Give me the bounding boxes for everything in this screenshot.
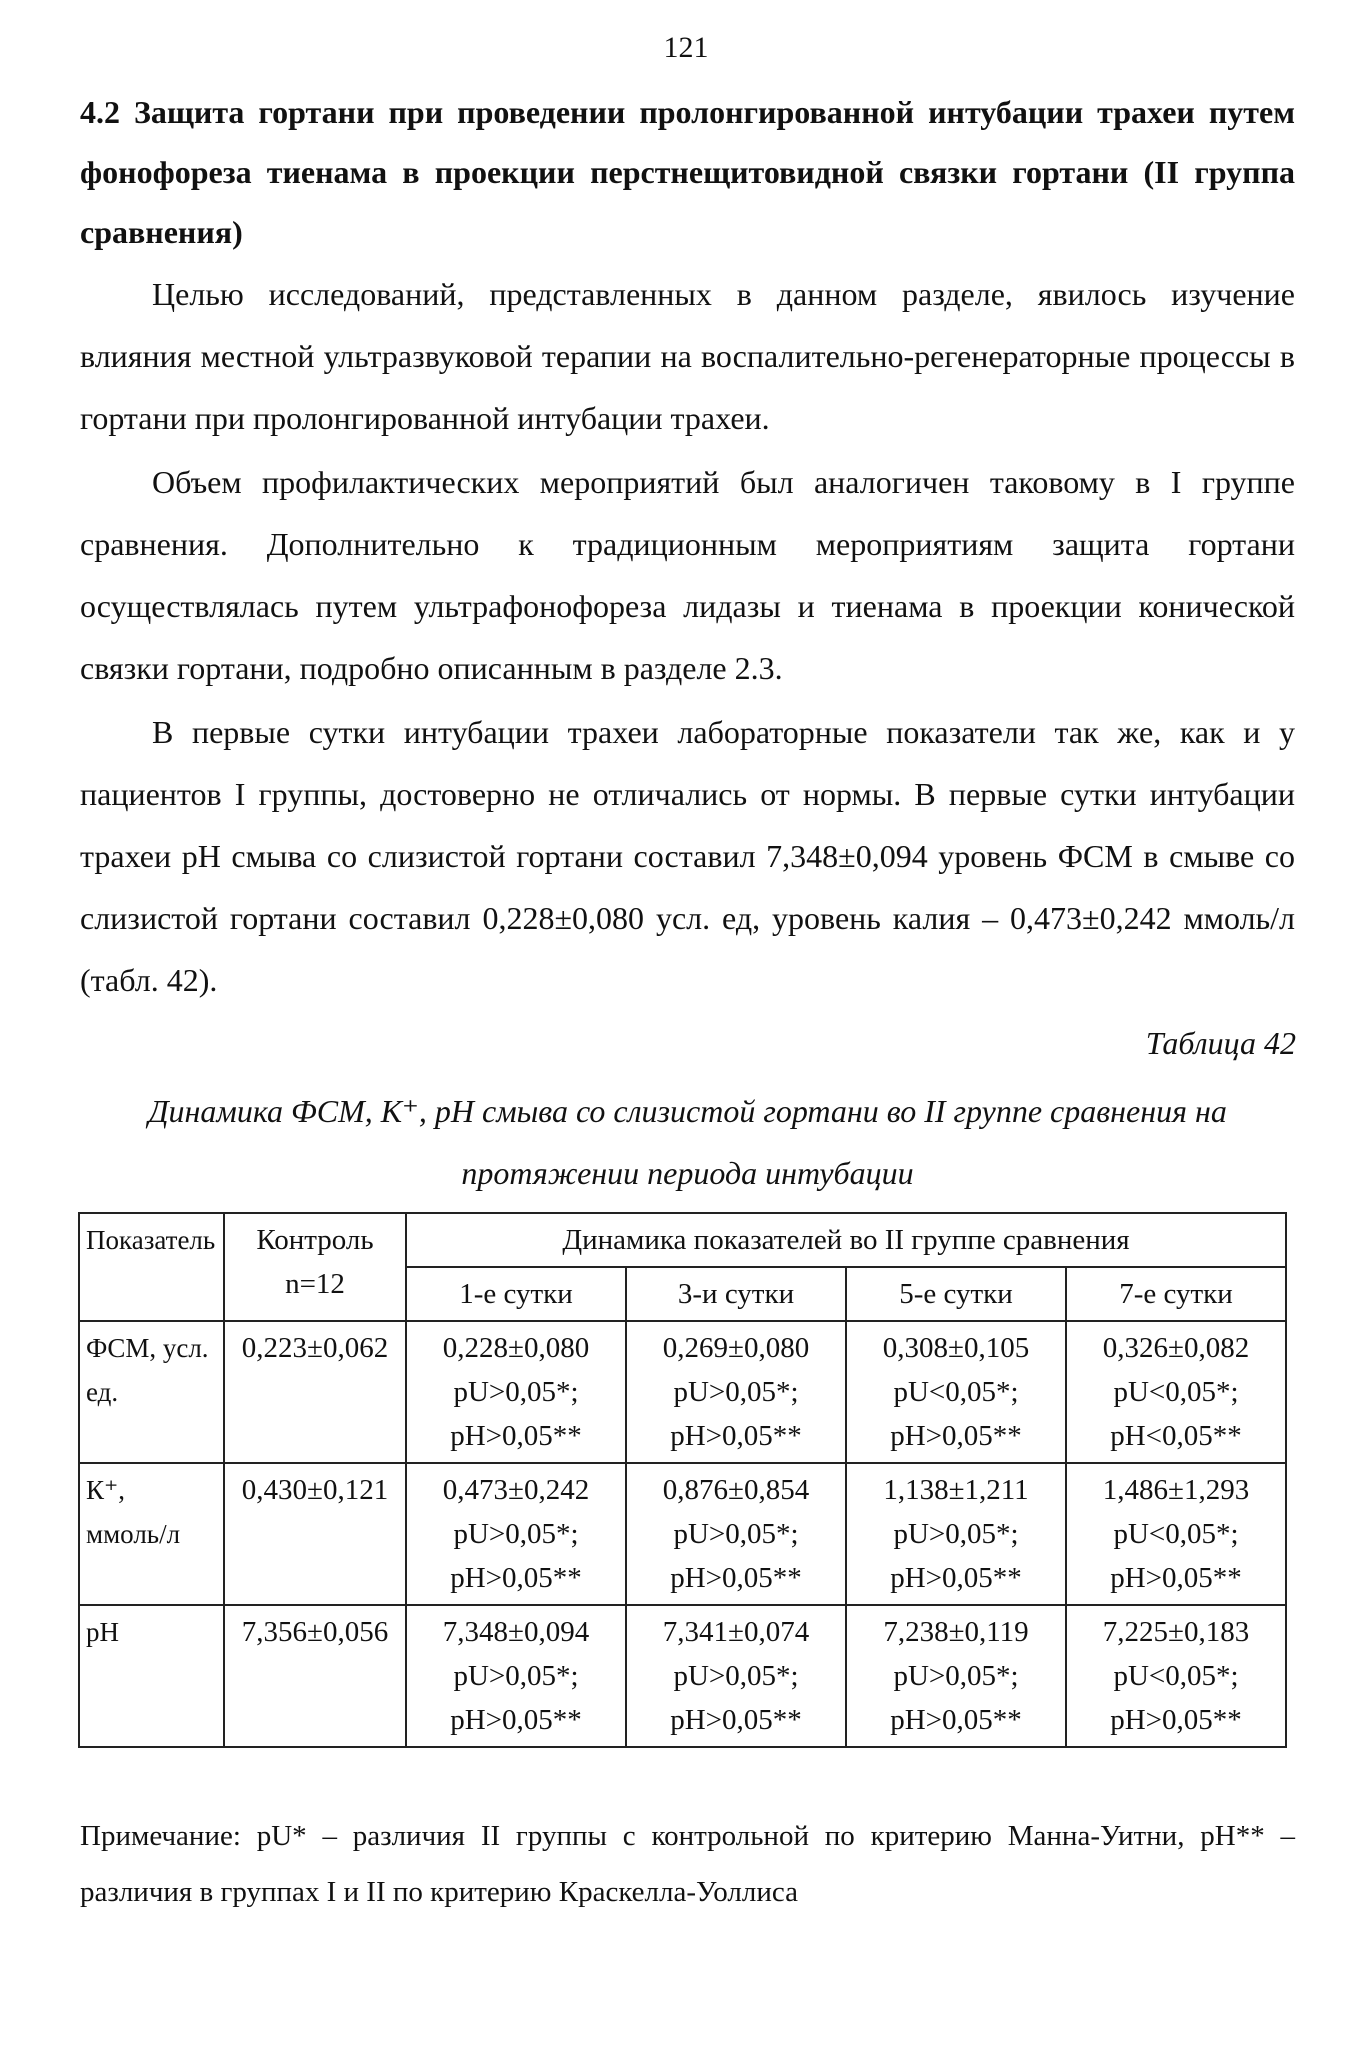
cell-ph: pH>0,05** <box>450 1704 582 1736</box>
table-cell <box>406 1605 626 1747</box>
table-row <box>79 1463 1286 1605</box>
page-number: 121 <box>663 31 709 64</box>
cell-value: 0,326±0,082 <box>1102 1332 1250 1364</box>
indicator-line: ФСМ, усл. <box>86 1333 209 1363</box>
table-cell <box>406 1463 626 1605</box>
header-dynamics: Динамика показателей во II группе сравнения <box>406 1213 1286 1267</box>
paragraph-1: Целью исследований, представленных в данном разделе, явилось изучение влияния местной ультразвуковой терапии на воспалительно-регенераторные процессы в гортани при пролонгированной интубации трахеи. <box>80 276 1295 436</box>
cell-value: 1,138±1,211 <box>883 1474 1029 1506</box>
cell-ph: pH>0,05** <box>670 1420 802 1452</box>
table-row <box>79 1321 1286 1463</box>
row-indicator <box>79 1605 224 1747</box>
header-day-7: 7-е сутки <box>1066 1267 1286 1321</box>
cell-pu: pU<0,05*; <box>1113 1660 1239 1692</box>
cell-pu: pU>0,05*; <box>893 1518 1019 1550</box>
indicator-line: ед. <box>86 1377 119 1407</box>
cell-pu: pU<0,05*; <box>1113 1376 1239 1408</box>
cell-ph: pH>0,05** <box>1110 1562 1242 1594</box>
cell-pu: pU>0,05*; <box>453 1518 579 1550</box>
cell-value: 7,225±0,183 <box>1102 1616 1250 1648</box>
cell-pu: pU<0,05*; <box>1113 1518 1239 1550</box>
table-cell <box>846 1463 1066 1605</box>
cell-ph: pH>0,05** <box>670 1562 802 1594</box>
cell-value: 1,486±1,293 <box>1102 1474 1250 1506</box>
cell-pu: pU<0,05*; <box>893 1376 1019 1408</box>
header-indicator: Показатель <box>79 1213 224 1321</box>
cell-value: 7,348±0,094 <box>442 1616 590 1648</box>
table-cell <box>626 1605 846 1747</box>
table-label: Таблица 42 <box>1145 1025 1296 1061</box>
table-header-row <box>79 1213 1286 1267</box>
cell-value: 0,269±0,080 <box>662 1332 810 1364</box>
cell-value: 0,228±0,080 <box>442 1332 590 1364</box>
cell-pu: pU>0,05*; <box>673 1660 799 1692</box>
header-day-1: 1-е сутки <box>406 1267 626 1321</box>
table-cell <box>626 1463 846 1605</box>
cell-pu: pU>0,05*; <box>453 1376 579 1408</box>
cell-value: 7,341±0,074 <box>662 1616 810 1648</box>
row-indicator <box>79 1321 224 1463</box>
header-day-3: 3-и сутки <box>626 1267 846 1321</box>
cell-pu: pU>0,05*; <box>673 1518 799 1550</box>
cell-ph: pH>0,05** <box>890 1704 1022 1736</box>
table-cell <box>846 1321 1066 1463</box>
table-cell <box>406 1321 626 1463</box>
header-control-n: n=12 <box>285 1268 345 1300</box>
cell-ph: pH>0,05** <box>890 1562 1022 1594</box>
row-control: 0,223±0,062 <box>224 1321 406 1463</box>
row-indicator <box>79 1463 224 1605</box>
table-row <box>79 1605 1286 1747</box>
paragraph-2: Объем профилактических мероприятий был аналогичен таковому в I группе сравнения. Дополнительно к традиционным мероприятиям защита гортани осуществлялась путем ультрафонофореза лидазы и тиенама в проекции конической связки гортани, подробно описанным в разделе 2.3. <box>80 464 1295 686</box>
table-cell <box>1066 1463 1286 1605</box>
section-heading: 4.2 Защита гортани при проведении пролонгированной интубации трахеи путем фонофореза тиенама в проекции перстнещитовидной связки гортани (II группа сравнения) <box>80 94 1295 250</box>
header-day-5: 5-е сутки <box>846 1267 1066 1321</box>
table-cell <box>626 1321 846 1463</box>
paragraph-3: В первые сутки интубации трахеи лабораторные показатели так же, как и у пациентов I группы, достоверно не отличались от нормы. В первые сутки интубации трахеи pH смыва со слизистой гортани составил 7,348±0,094 уровень ФСМ в смыве со слизистой гортани составил 0,228±0,080 усл. ед, уровень калия – 0,473±0,242 ммоль/л (табл. 42). <box>80 714 1295 998</box>
results-table <box>78 1212 1287 1748</box>
header-control <box>224 1213 406 1321</box>
header-control-label: Контроль <box>256 1224 374 1256</box>
cell-ph: pH>0,05** <box>890 1420 1022 1452</box>
cell-ph: pH>0,05** <box>1110 1704 1242 1736</box>
cell-ph: pH>0,05** <box>450 1562 582 1594</box>
table-note: Примечание: pU* – различия II группы с контрольной по критерию Манна-Уитни, pH** – различия в группах I и II по критерию Краскелла-Уоллиса <box>80 1820 1295 1908</box>
indicator-line: ммоль/л <box>86 1519 181 1549</box>
table-cell <box>1066 1321 1286 1463</box>
row-control: 7,356±0,056 <box>224 1605 406 1747</box>
row-control: 0,430±0,121 <box>224 1463 406 1605</box>
indicator-line: К⁺, <box>86 1475 126 1505</box>
indicator-line: pH <box>86 1617 119 1647</box>
cell-ph: pH>0,05** <box>670 1704 802 1736</box>
cell-ph: pH>0,05** <box>450 1420 582 1452</box>
table-cell <box>1066 1605 1286 1747</box>
cell-value: 7,238±0,119 <box>883 1616 1029 1648</box>
table-cell <box>846 1605 1066 1747</box>
cell-pu: pU>0,05*; <box>893 1660 1019 1692</box>
cell-value: 0,876±0,854 <box>662 1474 810 1506</box>
cell-value: 0,308±0,105 <box>882 1332 1030 1364</box>
cell-pu: pU>0,05*; <box>453 1660 579 1692</box>
table-caption: Динамика ФСМ, К⁺, pH смыва со слизистой гортани во II группе сравнения на протяжении периода интубации <box>148 1093 1227 1191</box>
cell-pu: pU>0,05*; <box>673 1376 799 1408</box>
cell-value: 0,473±0,242 <box>442 1474 590 1506</box>
cell-ph: pH<0,05** <box>1110 1420 1242 1452</box>
